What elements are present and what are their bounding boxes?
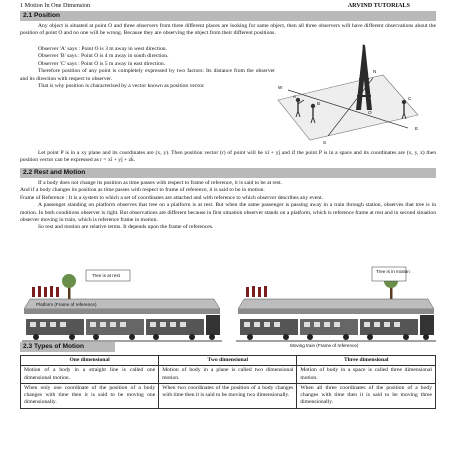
frame-definition: Frame of Reference : It is a system to which a set of coordinates are attached and with reference to which observer describes any event.: [20, 194, 324, 201]
svg-text:Tree is in motion: Tree is in motion: [376, 269, 410, 274]
svg-text:N: N: [373, 69, 377, 74]
people-icon: [32, 286, 59, 297]
position-intro: Any object is situated at point O and three observers from three different places are looking for same object, then all three observers will have different observations about the position of point O and no one will be wrong. Because they are observing the object from their different positions.: [20, 23, 436, 37]
factors-text: Therefore position of any point is completely expressed by two factors: Its distance from the observer and its direction with respect to observer.: [20, 68, 275, 82]
people-icon: [246, 286, 267, 297]
table-cell: When only one coordinate of the position of a body changes with time then it is said to be moving one dimensionally.: [21, 383, 159, 408]
svg-text:W: W: [278, 85, 283, 90]
section-heading-types: 2.3 Types of Motion: [20, 342, 115, 352]
svg-text:B: B: [317, 101, 321, 106]
chapter-title: 1 Motion In One Dimension: [20, 2, 91, 9]
position-vector-paragraph: Let point P is in a xy plane and its coordinates are (x, y). Then position vector (r) of point will be xî + yĵ and if the point P is in a space and its coordinates are (x, y, z) then position vector can be expressed as r = xî + yĵ + zk̂.: [20, 150, 436, 164]
section-heading-position: 2.1 Position: [20, 11, 436, 21]
svg-text:O: O: [368, 110, 372, 115]
svg-text:C: C: [408, 96, 412, 101]
observer-a-text: Observer 'A' says : Point O is 3 m away in west direction.: [38, 46, 167, 52]
moving-train-figure: [236, 265, 436, 345]
section-heading-rest-motion: 2.2 Rest and Motion: [20, 168, 436, 178]
vector-text: That is why position is characterised by a vector known as position vector.: [38, 83, 205, 90]
moving-train-caption: Moving train (Frame of reference): [290, 343, 359, 348]
tree-icon: [62, 274, 76, 299]
rest-definition: If a body does not change its position as time passes with respect to frame of reference, it is said to be at rest.: [38, 180, 283, 186]
table-row: [21, 383, 436, 408]
rest-motion-text: [20, 180, 436, 232]
table-cell: Motion of a body in a straight line is called one dimensional motion.: [21, 366, 159, 384]
column-header: One dimensional: [21, 356, 159, 366]
train-icon: [26, 315, 220, 340]
observer-b-text: Observer 'B' says : Point O is 4 m away in south direction.: [38, 53, 169, 60]
types-of-motion-table: [20, 355, 436, 409]
svg-text:A: A: [293, 94, 297, 99]
table-cell: When two coordinates of the position of a body changes with time then it is said to be moving two dimensionally.: [159, 383, 297, 408]
passenger-example: A passenger standing on platform observes that tree on a platform is at rest. But when the same passenger is passing away in a train through station, observes that tree is in motion. In both conditions observer is right. But observations are different because in first situation observer stands on a platform, which is reference frame at rest and in second situation observer moving in train, which is reference frame in motion.: [20, 202, 436, 224]
svg-text:Platform (Frame of reference): Platform (Frame of reference): [36, 302, 97, 307]
svg-text:S: S: [323, 140, 327, 145]
column-header: Two dimensional: [159, 356, 297, 366]
table-header-row: [21, 356, 436, 366]
observer-c-text: Observer 'C' says : Point O is 5 m away in east direction.: [38, 60, 166, 67]
page-header: [20, 2, 438, 9]
train-icon: [240, 315, 434, 340]
motion-definition: And if a body changes its position as time passes with respect to frame of reference, it is said to be in motion.: [20, 187, 265, 194]
brand-name: ARVIND TUTORIALS: [347, 2, 410, 9]
eiffel-observers-figure: [268, 40, 428, 148]
table-cell: When all three coordinates of the position of a body changes with time then it is said to be moving three dimensionally.: [297, 383, 436, 408]
table-cell: Motion of body in a space is called three dimensional motion.: [297, 366, 436, 384]
position-observations: [20, 46, 275, 90]
svg-text:E: E: [415, 126, 419, 131]
table-cell: Motion of body in a plane is called two dimensional motion.: [159, 366, 297, 384]
table-row: [21, 366, 436, 384]
relative-terms: So rest and motion are relative terms. It depends upon the frame of references.: [38, 224, 214, 231]
column-header: Three dimensional: [297, 356, 436, 366]
svg-text:Tree is at rest: Tree is at rest: [92, 273, 120, 278]
platform-frame-figure: [22, 265, 222, 345]
